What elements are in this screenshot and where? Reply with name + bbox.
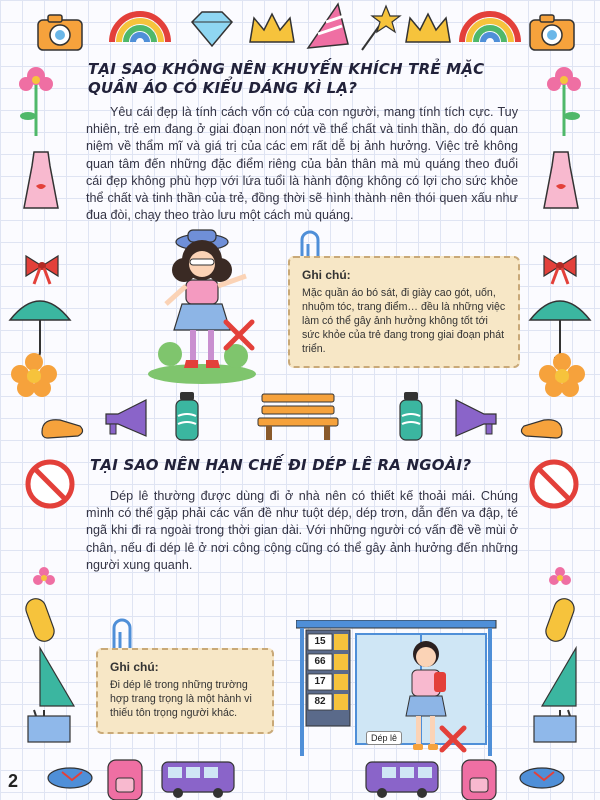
left-side-decorations-bottom [0, 448, 80, 748]
route-number: 17 [314, 676, 326, 687]
water-bottle-icon [176, 392, 198, 440]
note-card [96, 648, 274, 734]
section2-paragraph: Dép lê thường được dùng đi ở nhà nên có thiết kế thoải mái. Chúng mình có thể gặp phải các vấn đề như tuột dép, dép trơn, dẫn đến va đập, té ngã khi đi ra ngoài trong thời gian dài. Với những người có vấn đề về mùi ở chân, nếu đi dép lê ở nơi công cộng cũng có thể gây ảnh hưởng đến những người xung quanh. [86, 489, 518, 572]
bus-icon [162, 762, 234, 798]
bus-icon [366, 762, 438, 798]
flower-icon [549, 567, 571, 585]
megaphone-icon [456, 400, 496, 436]
route-number: 66 [314, 656, 326, 667]
note-card [288, 256, 520, 368]
route-number: 15 [314, 636, 326, 647]
bow-icon [544, 256, 576, 284]
note-body: Mặc quần áo bó sát, đi giày cao gót, uốn, nhuộm tóc, trang điểm… đều là những việc làm có thể gây ảnh hưởng không tốt tới sức khỏe của trẻ đang trong giai đoạn phát triển. [302, 287, 506, 355]
water-bottle-icon [400, 392, 422, 440]
slipper-icon [543, 596, 577, 644]
section2-heading: TẠI SAO NÊN HẠN CHẾ ĐI DÉP LÊ RA NGOÀI? [90, 456, 472, 474]
slipper-icon [42, 420, 83, 438]
no-entry-sign-icon [28, 462, 72, 506]
flower-icon [547, 67, 581, 136]
flip-flop-icon [520, 768, 564, 788]
right-side-decorations-top [520, 60, 600, 400]
slipper-sign-label: Dép lê [366, 731, 402, 745]
umbrella-icon [530, 301, 590, 358]
slipper-icon [521, 420, 562, 438]
red-cross-icon [222, 318, 256, 352]
right-side-decorations-bottom [520, 448, 600, 748]
section1-heading: TẠI SAO KHÔNG NÊN KHUYẾN KHÍCH TRẺ MẶC QUẦN ÁO CÓ KIỂU DÁNG KÌ LẠ? [88, 60, 485, 97]
camera-icon [530, 15, 574, 50]
rainbow-icon [112, 14, 168, 42]
bow-icon [26, 256, 58, 284]
camera-icon [38, 15, 82, 50]
no-entry-sign-icon [532, 462, 576, 506]
route-number: 82 [314, 696, 326, 707]
middle-row-decorations [0, 388, 600, 444]
slipper-icon [23, 596, 57, 644]
left-side-decorations-top [0, 60, 80, 400]
section1-paragraph: Yêu cái đẹp là tính cách vốn có của con người, mang tính tích cực. Tuy nhiên, trẻ em đang ở giai đoạn non nớt về thể chất và tinh thần, do đó quan niệm về thẩm mĩ và giá trị của các em rất dễ bị ảnh hưởng. Việc trẻ không quan tâm đến những đặc điểm riêng của bản thân mà mù quáng theo đuổi cái đẹp không phù hợp với lứa tuổi là hành động không có lợi cho sức khỏe thể chất và tinh thần của trẻ, đồng thời sẽ hình thành nên thói quen xấu như đua đòi, chạy theo trào lưu một cách mù quáng. [86, 105, 518, 223]
note-body: Đi dép lê trong những trường hợp trang trọng là một hành vi thiếu tôn trọng người khác. [110, 679, 252, 719]
bottom-border-decorations [0, 748, 600, 800]
party-hat-icon [308, 4, 348, 48]
dress-icon [544, 152, 578, 208]
page-number: 2 [8, 771, 19, 791]
star-wand-icon [362, 6, 400, 50]
flower-icon [19, 67, 53, 136]
box-icon [534, 710, 576, 742]
ruler-triangle-icon [40, 648, 74, 706]
note-title: Ghi chú: [302, 268, 351, 282]
bench-icon [258, 394, 338, 440]
diamond-icon [192, 12, 232, 46]
box-icon [28, 710, 70, 742]
backpack-icon [108, 760, 142, 800]
crown-icon [250, 14, 294, 42]
rainbow-icon [462, 14, 518, 42]
megaphone-icon [106, 400, 146, 436]
fashion-girl-illustration [140, 226, 270, 386]
note-title: Ghi chú: [110, 660, 159, 674]
top-border-decorations [0, 0, 600, 60]
ruler-triangle-icon [542, 648, 576, 706]
backpack-icon [462, 760, 496, 800]
dress-icon [24, 152, 58, 208]
crown-icon [406, 14, 450, 42]
flower-icon [33, 567, 55, 585]
flip-flop-icon [48, 768, 92, 788]
umbrella-icon [10, 301, 70, 358]
